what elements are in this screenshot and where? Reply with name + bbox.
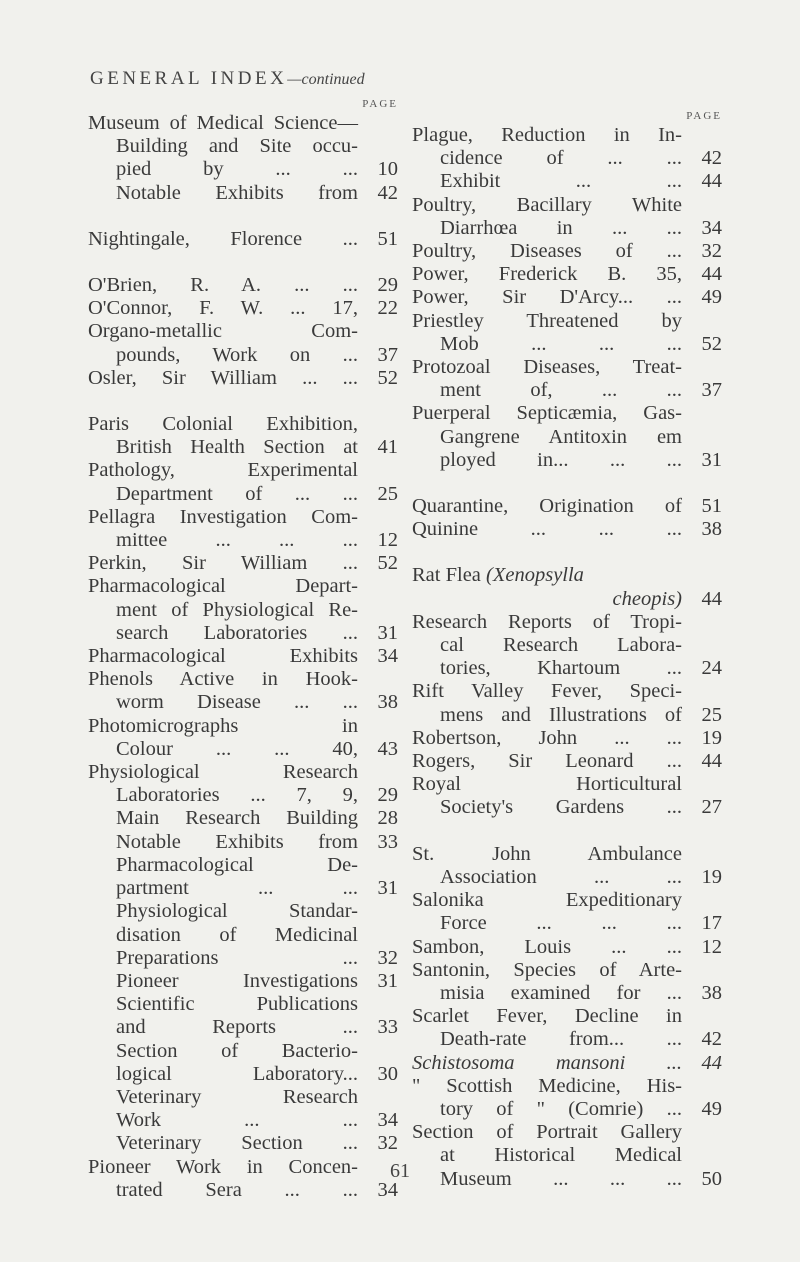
entry-page: 19	[701, 865, 722, 888]
index-entry	[88, 552, 398, 575]
index-line	[412, 263, 722, 286]
entry-text: Pharmacological Depart-	[88, 575, 358, 598]
entry-text: cal Research Labora-	[440, 634, 682, 657]
entry-page: 33	[377, 1016, 398, 1039]
entry-text: O'Connor, F. W. ... 17,	[88, 297, 358, 320]
entry-page: 52	[701, 332, 722, 355]
index-line	[412, 402, 722, 425]
index-entry	[88, 645, 398, 668]
entry-text: Power, Frederick B. 35,	[412, 263, 682, 286]
entry-text: tories, Khartoum ...	[440, 657, 682, 680]
entry-page: 34	[377, 1178, 398, 1201]
index-entry	[88, 297, 398, 320]
entry-text: Plague, Reduction in In-	[412, 124, 682, 146]
entry-text: Preparations ...	[116, 946, 358, 969]
entry-text: and Reports ...	[116, 1016, 358, 1039]
entry-text-italic: (Xenopsylla	[486, 564, 584, 587]
page-column-label: PAGE	[362, 98, 398, 110]
entry-text: Notable Exhibits from	[116, 181, 358, 204]
index-line	[88, 320, 398, 343]
entry-text: Protozoal Diseases, Treat-	[412, 356, 682, 379]
index-line	[88, 622, 398, 645]
index-line	[88, 575, 398, 598]
index-line	[412, 495, 722, 518]
entry-text: Pharmacological De-	[116, 853, 358, 876]
index-entry	[88, 993, 398, 1039]
index-line	[88, 1109, 398, 1132]
index-line	[88, 854, 398, 877]
entry-page: 34	[377, 645, 398, 668]
entry-text: search Laboratories ...	[116, 621, 358, 644]
entry-text: Work ... ...	[116, 1109, 358, 1132]
index-entry	[88, 112, 398, 182]
entry-text: partment ... ...	[116, 877, 358, 900]
entry-text: mittee ... ... ...	[116, 529, 358, 552]
index-entry	[88, 320, 398, 366]
index-line	[88, 413, 398, 436]
index-line	[88, 807, 398, 830]
entry-text: Salonika Expeditionary	[412, 889, 682, 912]
entry-text: Section of Bacterio-	[116, 1039, 358, 1062]
section-gap	[88, 390, 398, 413]
index-line	[412, 680, 722, 703]
entry-text: Association ... ...	[440, 865, 682, 888]
index-line	[412, 286, 722, 309]
entry-text: Pellagra Investigation Com-	[88, 505, 358, 528]
index-line	[412, 727, 722, 750]
entry-text: Nightingale, Florence ...	[88, 227, 358, 250]
index-line	[412, 657, 722, 680]
index-entry	[88, 761, 398, 807]
index-line	[88, 344, 398, 367]
index-line	[412, 843, 722, 866]
entry-text: Research Reports of Tropi-	[412, 610, 682, 633]
index-entry	[412, 1052, 722, 1075]
index-entry	[88, 854, 398, 900]
entry-text: pounds, Work on ...	[116, 343, 358, 366]
entry-text: trated Sera ... ...	[116, 1178, 358, 1201]
index-entry	[412, 170, 722, 193]
index-entry	[88, 459, 398, 505]
index-entry	[88, 367, 398, 390]
entry-text: Poultry, Bacillary White	[412, 193, 682, 216]
entry-page: 42	[377, 181, 398, 204]
entry-page: 32	[701, 240, 722, 263]
index-line	[412, 634, 722, 657]
index-line	[412, 889, 722, 912]
index-line	[88, 483, 398, 506]
entry-page: 38	[701, 981, 722, 1004]
index-line	[412, 1098, 722, 1121]
index-entry	[412, 310, 722, 356]
index-line	[412, 1052, 722, 1075]
entry-text: Robertson, John ... ...	[412, 726, 682, 749]
entry-text: worm Disease ... ...	[116, 691, 358, 714]
index-entry	[412, 1075, 722, 1121]
entry-page: 12	[377, 529, 398, 552]
entry-text: Diarrhœa in ... ...	[440, 216, 682, 239]
entry-text: Power, Sir D'Arcy... ...	[412, 286, 682, 309]
index-line	[88, 947, 398, 970]
entry-text: Department of ... ...	[116, 482, 358, 505]
index-line	[412, 866, 722, 889]
index-line	[412, 356, 722, 379]
index-entry	[412, 611, 722, 681]
header-continued: —continued	[287, 71, 365, 88]
entry-text: Veterinary Section ...	[116, 1132, 358, 1155]
section-gap	[412, 541, 722, 564]
index-line	[88, 367, 398, 390]
index-line	[88, 1040, 398, 1063]
entry-page: 31	[377, 877, 398, 900]
index-entry	[412, 1005, 722, 1051]
entry-page: 30	[377, 1062, 398, 1085]
index-line	[412, 194, 722, 217]
entry-text: British Health Section at	[116, 436, 358, 459]
index-line	[412, 796, 722, 819]
entry-text: pied by ... ...	[116, 158, 358, 181]
entry-text: Death-rate from... ...	[440, 1028, 682, 1051]
index-line	[412, 704, 722, 727]
entry-page: 37	[377, 343, 398, 366]
entry-text: Scarlet Fever, Decline in	[412, 1005, 682, 1028]
index-line	[412, 124, 722, 147]
entry-text: Physiological Standar-	[116, 900, 358, 923]
index-line	[88, 784, 398, 807]
entry-page: 43	[377, 737, 398, 760]
entry-text: Rogers, Sir Leonard ...	[412, 750, 682, 773]
entry-text: tory of " (Comrie) ...	[440, 1097, 682, 1120]
section-gap	[88, 251, 398, 274]
index-entry	[412, 727, 722, 750]
index-line	[88, 599, 398, 622]
index-entry	[88, 413, 398, 459]
index-line	[412, 750, 722, 773]
entry-text: Santonin, Species of Arte-	[412, 958, 682, 981]
index-line	[412, 1005, 722, 1028]
entry-text: Photomicrographs in	[88, 714, 358, 737]
entry-text: Museum ... ... ...	[440, 1167, 682, 1190]
index-entry	[412, 402, 722, 472]
entry-text: Force ... ... ...	[440, 912, 682, 935]
entry-text: Rift Valley Fever, Speci-	[412, 680, 682, 703]
header-title: GENERAL INDEX	[90, 68, 288, 89]
entry-text: Colour ... ... 40,	[116, 737, 358, 760]
index-entry	[412, 263, 722, 286]
index-entry	[88, 1040, 398, 1086]
index-line	[412, 773, 722, 796]
entry-page: 52	[377, 552, 398, 575]
index-line	[88, 1132, 398, 1155]
index-entry	[412, 773, 722, 819]
index-entry	[412, 286, 722, 309]
entry-text	[412, 564, 682, 587]
entry-text: Society's Gardens ...	[440, 796, 682, 819]
entry-page: 44	[701, 587, 722, 610]
entry-page: 50	[701, 1167, 722, 1190]
index-line	[412, 333, 722, 356]
entry-text: cheopis)	[612, 587, 682, 610]
page-number: 61	[390, 1160, 410, 1182]
index-entry	[412, 843, 722, 889]
index-line	[412, 518, 722, 541]
section-gap	[412, 472, 722, 495]
section-gap	[88, 205, 398, 228]
index-line	[88, 436, 398, 459]
entry-page: 38	[701, 518, 722, 541]
entry-page: 28	[377, 807, 398, 830]
entry-page: 44	[701, 170, 722, 193]
entry-text-part: Rat Flea	[412, 564, 487, 587]
index-line	[88, 228, 398, 251]
index-entry	[88, 900, 398, 970]
entry-text: O'Brien, R. A. ... ...	[88, 274, 358, 297]
index-line	[88, 506, 398, 529]
index-entry	[412, 194, 722, 240]
running-header	[90, 68, 365, 90]
index-line	[412, 426, 722, 449]
index-line	[412, 379, 722, 402]
index-line	[88, 1016, 398, 1039]
entry-text: Poultry, Diseases of ...	[412, 240, 682, 263]
entry-text: Quarantine, Origination of	[412, 495, 682, 518]
entry-text: Main Research Building	[116, 807, 358, 830]
index-line	[88, 691, 398, 714]
index-line	[88, 761, 398, 784]
index-line	[88, 297, 398, 320]
index-line	[88, 993, 398, 1016]
entry-text: Museum of Medical Science—	[88, 112, 358, 134]
entry-page: 34	[377, 1109, 398, 1132]
index-entry	[88, 668, 398, 714]
index-line	[88, 158, 398, 181]
index-line	[88, 274, 398, 297]
index-line	[88, 1063, 398, 1086]
index-line	[88, 459, 398, 482]
entry-page: 31	[377, 969, 398, 992]
index-line	[88, 715, 398, 738]
entry-text: Pioneer Work in Concen-	[88, 1155, 358, 1178]
index-entry	[88, 506, 398, 552]
index-line	[88, 135, 398, 158]
entry-text: Mob ... ... ...	[440, 332, 682, 355]
entry-text: Gangrene Antitoxin em	[440, 425, 682, 448]
index-line	[412, 217, 722, 240]
entry-page: 31	[377, 621, 398, 644]
index-entry	[412, 680, 722, 726]
index-line	[412, 564, 722, 587]
index-entry	[412, 356, 722, 402]
entry-text: Organo-metallic Com-	[88, 320, 358, 343]
index-line	[412, 1028, 722, 1051]
index-line	[88, 668, 398, 691]
entry-page: 51	[701, 495, 722, 518]
entry-text: cidence of ... ...	[440, 147, 682, 170]
index-line	[88, 970, 398, 993]
index-entry	[88, 715, 398, 761]
entry-text: Physiological Research	[88, 761, 358, 784]
entry-page: 42	[701, 147, 722, 170]
entry-page: 44	[701, 750, 722, 773]
entry-page: 10	[377, 158, 398, 181]
index-line	[412, 982, 722, 1005]
entry-page: 49	[701, 286, 722, 309]
index-entry	[88, 1086, 398, 1132]
entry-text: Building and Site occu-	[116, 135, 358, 158]
entry-text: Sambon, Louis ... ...	[412, 935, 682, 958]
entry-text: ployed in... ... ...	[440, 448, 682, 471]
entry-page: 22	[377, 297, 398, 320]
entry-text: Scientific Publications	[116, 993, 358, 1016]
entry-text: ment of, ... ...	[440, 379, 682, 402]
index-entry	[88, 831, 398, 854]
index-line	[412, 170, 722, 193]
entry-text: Pioneer Investigations	[116, 969, 358, 992]
entry-text: St. John Ambulance	[412, 842, 682, 865]
entry-page: 32	[377, 946, 398, 969]
index-line	[88, 900, 398, 923]
index-line	[412, 959, 722, 982]
index-entry	[412, 750, 722, 773]
entry-page: 25	[701, 703, 722, 726]
page-column-label: PAGE	[686, 110, 722, 122]
entry-text: at Historical Medical	[440, 1144, 682, 1167]
entry-text: logical Laboratory...	[116, 1062, 358, 1085]
entry-text: Puerperal Septicæmia, Gas-	[412, 402, 682, 425]
entry-page: 34	[701, 216, 722, 239]
index-entry	[412, 518, 722, 541]
entry-page: 33	[377, 830, 398, 853]
entry-page: 49	[701, 1097, 722, 1120]
entry-page: 29	[377, 784, 398, 807]
entry-page: 29	[377, 274, 398, 297]
entry-page: 37	[701, 379, 722, 402]
index-line	[88, 738, 398, 761]
entry-page: 51	[377, 227, 398, 250]
index-line	[88, 645, 398, 668]
entry-page: 38	[377, 691, 398, 714]
entry-text: Notable Exhibits from	[116, 830, 358, 853]
index-line	[88, 182, 398, 205]
entry-page: 41	[377, 436, 398, 459]
entry-text: Phenols Active in Hook-	[88, 668, 358, 691]
entry-page: 44	[701, 263, 722, 286]
index-entry	[88, 970, 398, 993]
index-entry	[412, 889, 722, 935]
index-entry	[412, 959, 722, 1005]
index-line	[88, 877, 398, 900]
index-entry	[412, 240, 722, 263]
entry-text: mens and Illustrations of	[440, 703, 682, 726]
entry-page: 19	[701, 726, 722, 749]
index-line	[88, 924, 398, 947]
index-column-left	[88, 96, 398, 1202]
index-line	[412, 912, 722, 935]
entry-text: Priestley Threatened by	[412, 309, 682, 332]
entry-text: Perkin, Sir William ...	[88, 552, 358, 575]
entry-text: Schistosoma mansoni ...	[412, 1051, 682, 1074]
index-line	[412, 1075, 722, 1098]
entry-text: Quinine ... ... ...	[412, 518, 682, 541]
entry-text: Royal Horticultural	[412, 773, 682, 796]
entry-text: Paris Colonial Exhibition,	[88, 413, 358, 436]
entry-text: Pathology, Experimental	[88, 459, 358, 482]
entry-text: Exhibit ... ...	[440, 170, 682, 193]
entry-page: 12	[701, 935, 722, 958]
index-line	[412, 936, 722, 959]
index-line	[412, 588, 722, 611]
entry-page: 31	[701, 448, 722, 471]
index-line	[88, 112, 398, 135]
index-line	[412, 310, 722, 333]
index-entry	[412, 495, 722, 518]
index-line	[412, 611, 722, 634]
entry-text: Veterinary Research	[116, 1085, 358, 1108]
index-entry	[412, 564, 722, 610]
entry-page: 42	[701, 1028, 722, 1051]
entry-page: 44	[701, 1051, 722, 1074]
index-line	[412, 1121, 722, 1144]
entry-text: Osler, Sir William ... ...	[88, 366, 358, 389]
entry-page: 52	[377, 366, 398, 389]
index-line	[412, 449, 722, 472]
index-entry	[88, 807, 398, 830]
index-entry	[412, 124, 722, 170]
index-entry	[88, 228, 398, 251]
entry-text: Laboratories ... 7, 9,	[116, 784, 358, 807]
entry-page: 24	[701, 657, 722, 680]
entry-text: Section of Portrait Gallery	[412, 1121, 682, 1144]
index-entry	[88, 1132, 398, 1155]
entry-page: 32	[377, 1132, 398, 1155]
entry-text: misia examined for ...	[440, 981, 682, 1004]
index-line	[88, 552, 398, 575]
entry-text: disation of Medicinal	[116, 923, 358, 946]
index-entry	[88, 575, 398, 645]
index-line	[88, 529, 398, 552]
index-column-right	[412, 96, 722, 1191]
index-entry	[88, 274, 398, 297]
index-entry	[412, 936, 722, 959]
index-entry	[88, 182, 398, 205]
entry-text: " Scottish Medicine, His-	[412, 1074, 682, 1097]
entry-page: 17	[701, 912, 722, 935]
entry-text: Pharmacological Exhibits	[88, 645, 358, 668]
section-gap	[412, 820, 722, 843]
index-line	[412, 147, 722, 170]
entry-page: 25	[377, 482, 398, 505]
index-line	[88, 1086, 398, 1109]
entry-text: ment of Physiological Re-	[116, 598, 358, 621]
index-line	[88, 831, 398, 854]
entry-page: 27	[701, 796, 722, 819]
index-line	[412, 240, 722, 263]
